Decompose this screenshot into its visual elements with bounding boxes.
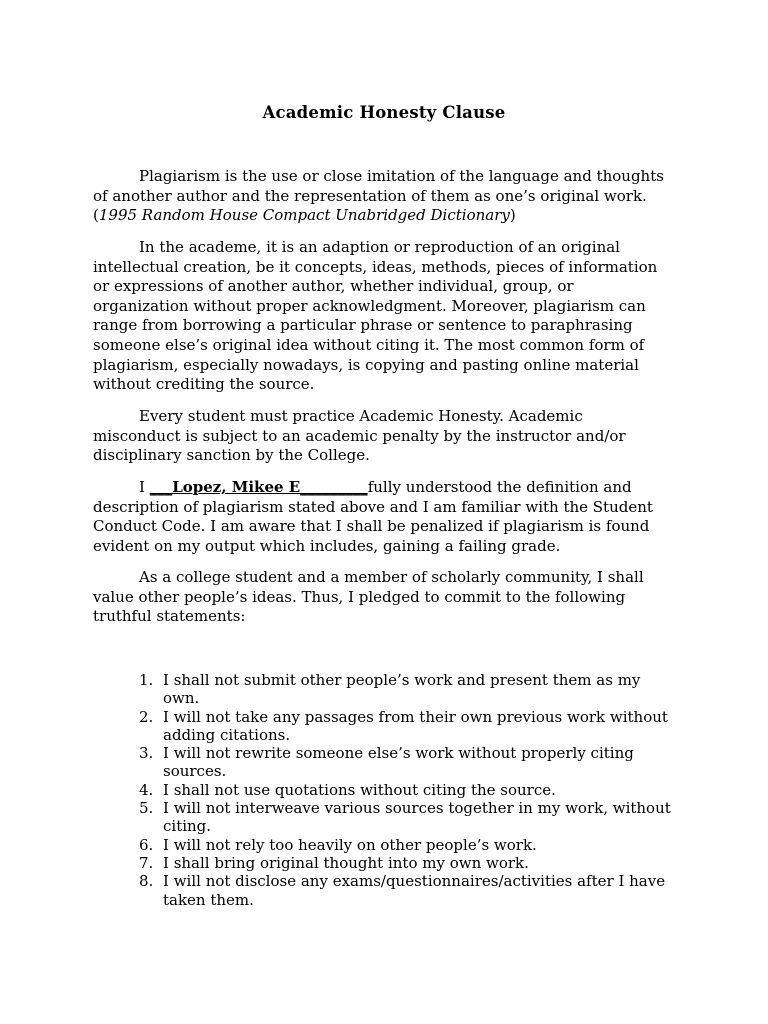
paragraph-text: As a college student and a member of scholarly community, I shall value other people’s ideas. Thus, I pledged to commit to the following truthful statements: xyxy=(93,568,644,626)
list-item xyxy=(93,671,673,708)
paragraph-text: Every student must practice Academic Honesty. Academic misconduct is subject to an academic penalty by the instructor and/or disciplinary sanction by the College. xyxy=(93,407,626,465)
list-number: 2. xyxy=(139,707,154,726)
paragraph-text: Plagiarism is the use or close imitation of the language and thoughts of another author and the representation of them as one’s original work. ( xyxy=(93,167,664,225)
list-item xyxy=(93,854,673,872)
list-number: 6. xyxy=(139,835,154,854)
paragraph-academic-honesty xyxy=(93,407,673,466)
paragraph-plagiarism-definition xyxy=(93,167,673,226)
list-item-text: I will not rely too heavily on other people’s work. xyxy=(163,835,537,854)
citation-close: ) xyxy=(509,206,516,225)
declaration-text: fully understood the definition and description of plagiarism stated above and I am familiar with the Student Conduct Code. I am aware that I shall be penalized if plagiarism is found evident on my output which includes, gaining a failing grade. xyxy=(93,478,653,555)
list-number: 3. xyxy=(139,744,154,763)
list-item xyxy=(93,799,673,836)
list-item xyxy=(93,836,673,854)
student-name-field: ___Lopez, Mikee E_________ xyxy=(149,478,368,496)
document-title: Academic Honesty Clause xyxy=(262,103,506,122)
paragraph-pledge-intro xyxy=(93,568,673,627)
list-number: 7. xyxy=(139,853,154,872)
paragraph-text: In the academe, it is an adaption or reproduction of an original intellectual creation, be it concepts, ideas, methods, pieces of information or expressions of another author, whether individual, group, or organization without proper acknowledgment. Moreover, plagiarism can range from borrowing a particular phrase or sentence to paraphrasing someone else’s original idea without citing it. The most common form of plagiarism, especially nowadays, is copying and pasting online material without crediting the source. xyxy=(93,238,658,394)
declaration-start: I xyxy=(139,478,150,496)
list-number: 5. xyxy=(139,799,154,818)
pledge-statements-list xyxy=(93,671,673,909)
paragraph-academe xyxy=(93,238,673,395)
list-number: 8. xyxy=(139,872,154,891)
list-item-text: I shall not use quotations without citing the source. xyxy=(163,780,556,799)
dictionary-citation: 1995 Random House Compact Unabridged Dictionary xyxy=(98,206,510,225)
list-item xyxy=(93,708,673,745)
list-item xyxy=(93,744,673,781)
list-item-text: I will not take any passages from their own previous work without adding citations. xyxy=(163,707,668,744)
list-item-text: I shall not submit other people’s work and present them as my own. xyxy=(163,671,641,708)
list-item-text: I shall bring original thought into my own work. xyxy=(163,853,529,872)
list-item xyxy=(93,781,673,799)
paragraph-student-declaration xyxy=(93,478,673,556)
list-number: 4. xyxy=(139,780,154,799)
list-item-text: I will not rewrite someone else’s work without properly citing sources. xyxy=(163,744,634,781)
list-item-text: I will not interweave various sources together in my work, without citing. xyxy=(163,799,671,836)
list-item xyxy=(93,872,673,909)
list-item-text: I will not disclose any exams/questionnaires/activities after I have taken them. xyxy=(163,872,666,909)
list-number: 1. xyxy=(139,671,154,689)
